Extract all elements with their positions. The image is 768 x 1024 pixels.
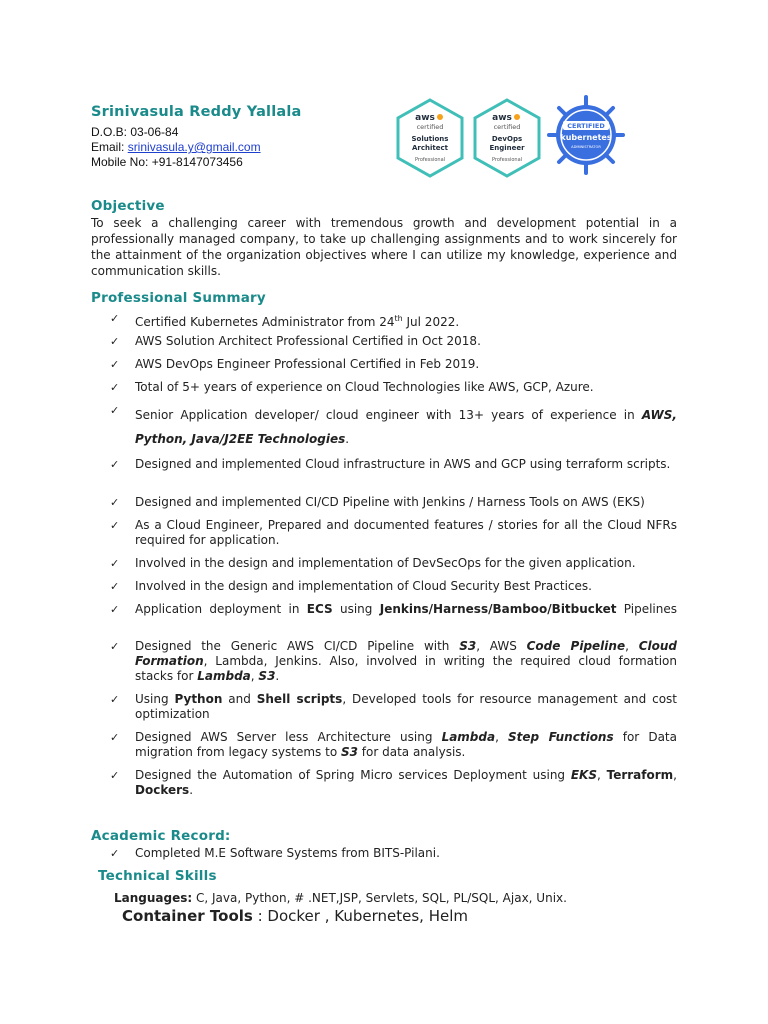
- badge1-line2: Architect: [412, 144, 448, 152]
- summary-segment: Involved in the design and implementation of Cloud Security Best Practices.: [135, 579, 592, 593]
- kubernetes-administrator-badge: [545, 93, 627, 177]
- summary-segment: and: [222, 692, 257, 706]
- summary-segment: Certified Kubernetes Administrator from 24: [135, 315, 395, 329]
- container-tools-line: [122, 907, 468, 925]
- summary-segment: ,: [596, 768, 607, 782]
- summary-item: [110, 639, 677, 684]
- badge2-brand: aws: [492, 113, 512, 123]
- summary-segment: Total of 5+ years of experience on Cloud Technologies like AWS, GCP, Azure.: [135, 380, 594, 394]
- badge3-top: CERTIFIED: [567, 122, 605, 130]
- languages-value: C, Java, Python, # .NET,JSP, Servlets, SQL, PL/SQL, Ajax, Unix.: [192, 891, 567, 905]
- summary-segment: .: [275, 669, 280, 683]
- helm-wheel-icon: [545, 93, 627, 177]
- checkmark-icon: ✓: [110, 640, 120, 653]
- summary-item-text: [135, 334, 677, 349]
- summary-segment: AWS DevOps Engineer Professional Certified in Feb 2019.: [135, 357, 480, 371]
- checkmark-icon: ✓: [110, 404, 120, 417]
- email-line: [91, 140, 261, 155]
- checkmark-icon: ✓: [110, 496, 120, 509]
- badge1-level: Professional: [414, 157, 446, 163]
- summary-item: [110, 579, 677, 594]
- checkmark-icon: ✓: [110, 580, 120, 593]
- checkmark-icon: ✓: [110, 557, 120, 570]
- summary-segment: Involved in the design and implementation of DevSecOps for the given application.: [135, 556, 636, 570]
- summary-segment: AWS, Python, Java/J2EE Technologies: [135, 408, 677, 446]
- summary-item-text: [135, 579, 677, 594]
- summary-segment: Step Functions: [508, 730, 614, 744]
- email-label: Email:: [91, 140, 128, 154]
- summary-item-text: [135, 357, 677, 372]
- checkmark-icon: ✓: [110, 312, 120, 325]
- summary-item-text: [135, 403, 677, 451]
- summary-segment: EKS: [570, 768, 597, 782]
- aws-devops-engineer-badge: [472, 98, 542, 178]
- summary-segment: .: [189, 783, 194, 797]
- badge3-middle: kubernetes: [560, 133, 612, 142]
- summary-segment: Lambda: [197, 669, 251, 683]
- container-tools-value: : Docker , Kubernetes, Helm: [252, 907, 468, 925]
- summary-item-text: [135, 311, 677, 330]
- summary-item-text: [135, 457, 677, 472]
- summary-item: [110, 768, 677, 798]
- summary-item-text: [135, 556, 677, 571]
- summary-segment: Code Pipeline: [526, 639, 626, 653]
- summary-item: [110, 403, 677, 451]
- checkmark-icon: ✓: [110, 603, 120, 616]
- summary-item: [110, 380, 677, 395]
- summary-segment: Designed AWS Server less Architecture using: [135, 730, 442, 744]
- summary-item: [110, 730, 677, 760]
- summary-item-text: [135, 692, 677, 722]
- summary-segment: , Lambda, Jenkins. Also, involved in writing the required cloud formation stacks for: [135, 654, 677, 683]
- email-link[interactable]: srinivasula.y@gmail.com: [127, 140, 261, 154]
- summary-segment: ,: [673, 768, 677, 782]
- container-tools-label: Container Tools: [122, 907, 253, 925]
- summary-item: [110, 518, 677, 548]
- summary-item-text: [135, 602, 677, 617]
- summary-segment: S3: [459, 639, 477, 653]
- summary-item-text: [135, 380, 677, 395]
- summary-item-text: [135, 768, 677, 798]
- summary-item: [110, 495, 677, 510]
- summary-segment: ,: [250, 669, 259, 683]
- aws-solutions-architect-badge: [395, 98, 465, 178]
- summary-segment: th: [394, 314, 403, 323]
- summary-segment: Lambda: [441, 730, 496, 744]
- summary-segment: S3: [340, 745, 358, 759]
- languages-label: Languages:: [114, 891, 193, 905]
- checkmark-icon: ✓: [110, 335, 120, 348]
- summary-item: [110, 334, 677, 349]
- badge2-sub: certified: [493, 123, 521, 131]
- academic-item: [110, 846, 677, 861]
- dob: D.O.B: 03-06-84: [91, 125, 179, 139]
- academic-segment: Completed M.E Software Systems from BITS-Pilani.: [135, 846, 440, 860]
- badge1-line1: Solutions: [411, 135, 449, 143]
- checkmark-icon: ✓: [110, 693, 120, 706]
- objective-text: To seek a challenging career with tremendous growth and development potential in a professionally managed company, to take up challenging assignments and to work sincerely for the attainment of the organization objectives where I can utilize my knowledge, experience and communication skills.: [91, 216, 677, 278]
- summary-segment: Designed and implemented Cloud infrastructure in AWS and GCP using terraform scripts.: [135, 457, 671, 471]
- summary-item-text: [135, 639, 677, 684]
- checkmark-icon: ✓: [110, 731, 120, 744]
- checkmark-icon: ✓: [110, 519, 120, 532]
- summary-segment: Designed the Generic AWS CI/CD Pipeline with: [135, 639, 460, 653]
- summary-segment: for Data migration from legacy systems to: [135, 730, 677, 759]
- summary-segment: Pipelines: [616, 602, 678, 616]
- academic-item-text: [135, 846, 677, 861]
- summary-segment: .: [345, 432, 350, 446]
- badge2-line2: Engineer: [489, 144, 525, 152]
- badge2-line1: DevOps: [491, 135, 523, 143]
- summary-item: [110, 457, 677, 472]
- summary-segment: ECS: [306, 602, 333, 616]
- summary-segment: ,: [625, 639, 639, 653]
- summary-segment: As a Cloud Engineer, Prepared and documented features / stories for all the Cloud NFRs required for application.: [135, 518, 677, 547]
- summary-segment: using: [332, 602, 380, 616]
- badge3-bottom: ADMINISTRATOR: [571, 145, 601, 149]
- summary-segment: Designed and implemented CI/CD Pipeline with Jenkins / Harness Tools on AWS (EKS): [135, 495, 645, 509]
- badge1-brand: aws: [415, 113, 435, 123]
- checkmark-icon: ✓: [110, 769, 120, 782]
- summary-segment: , AWS: [476, 639, 527, 653]
- summary-segment: Jenkins/Harness/Bamboo/Bitbucket: [379, 602, 617, 616]
- summary-item: [110, 311, 677, 330]
- check-badge-icon: [437, 114, 443, 120]
- summary-segment: Shell scripts: [256, 692, 343, 706]
- check-badge-icon: [514, 114, 520, 120]
- summary-segment: Python: [174, 692, 223, 706]
- summary-segment: Using: [135, 692, 175, 706]
- summary-segment: Application deployment in: [135, 602, 307, 616]
- summary-segment: Jul 2022.: [402, 315, 460, 329]
- summary-segment: AWS Solution Architect Professional Certified in Oct 2018.: [135, 334, 481, 348]
- summary-segment: Dockers: [135, 783, 190, 797]
- checkmark-icon: ✓: [110, 458, 120, 471]
- candidate-name: Srinivasula Reddy Yallala: [91, 104, 302, 120]
- badge1-sub: certified: [416, 123, 444, 131]
- summary-item-text: [135, 730, 677, 760]
- summary-segment: for data analysis.: [357, 745, 466, 759]
- summary-item-text: [135, 518, 677, 548]
- summary-item-text: [135, 495, 677, 510]
- summary-segment: ,: [495, 730, 509, 744]
- checkmark-icon: ✓: [110, 847, 120, 860]
- checkmark-icon: ✓: [110, 381, 120, 394]
- summary-segment: Designed the Automation of Spring Micro services Deployment using: [135, 768, 571, 782]
- badge2-level: Professional: [491, 157, 523, 163]
- checkmark-icon: ✓: [110, 358, 120, 371]
- mobile: Mobile No: +91-8147073456: [91, 155, 243, 169]
- summary-segment: Terraform: [606, 768, 674, 782]
- summary-item: [110, 692, 677, 722]
- summary-item: [110, 556, 677, 571]
- summary-segment: , Developed tools for resource management and cost optimization: [135, 692, 677, 721]
- academic-heading: Academic Record:: [91, 828, 231, 844]
- summary-item: [110, 357, 677, 372]
- summary-segment: S3: [258, 669, 276, 683]
- objective-heading: Objective: [91, 198, 165, 214]
- summary-segment: Cloud Formation: [135, 639, 677, 668]
- languages-line: [114, 891, 567, 905]
- summary-segment: Senior Application developer/ cloud engineer with 13+ years of experience in: [135, 408, 642, 422]
- summary-item: [110, 602, 677, 617]
- skills-heading: Technical Skills: [98, 868, 217, 884]
- summary-heading: Professional Summary: [91, 290, 266, 306]
